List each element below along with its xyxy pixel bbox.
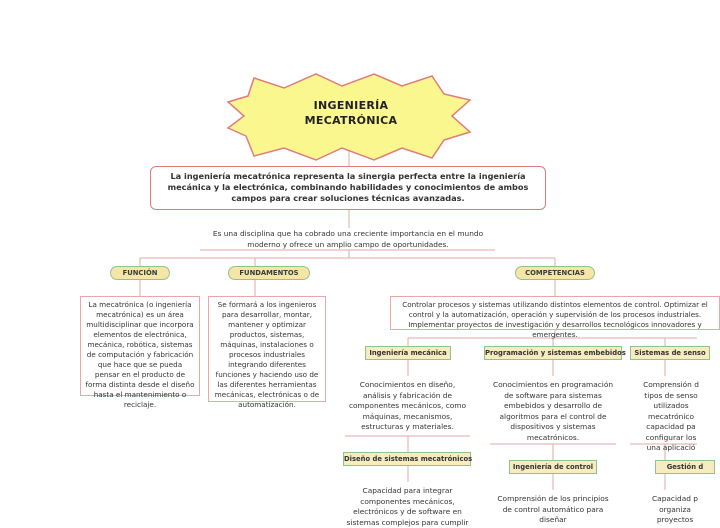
item-ingenieria-mecanica[interactable]: Ingeniería mecánica xyxy=(365,346,451,360)
item-sistemas-sensores[interactable]: Sistemas de senso xyxy=(630,346,710,360)
programacion-text[interactable]: Conocimientos en programación de software para sistemas embebidos y desarrollo de algoritmos para el control de dispositivos y sistemas mecatrónicos. xyxy=(492,380,614,442)
mecanica-text[interactable]: Conocimientos en diseño, análisis y fabricación de componentes mecánicos, como máquinas, mecanismos, estructuras y materiales. xyxy=(348,380,467,431)
item-programacion-sistemas-embebidos[interactable]: Programación y sistemas embebidos xyxy=(484,346,622,360)
item-gestion[interactable]: Gestión d xyxy=(655,460,715,474)
sensores-text[interactable]: Comprensión d tipos de senso utilizados mecatrónico capacidad pa configurar los una aplicació xyxy=(643,380,699,452)
item-ingenieria-control[interactable]: Ingeniería de control xyxy=(509,460,597,474)
title-line-2: MECATRÓNICA xyxy=(304,114,398,127)
control-text[interactable]: Comprensión de los principios de control automático para diseñar xyxy=(497,494,609,524)
fundamentos-text[interactable]: Se formará a los ingenieros para desarrollar, montar, mantener y optimizar productos, sistemas, máquinas, instalaciones o procesos industriales integrando diferentes funciones y haciendo uso de las diferentes herramientas mecánicas, electrónicas o de automatización. xyxy=(208,296,326,402)
branch-competencias[interactable]: COMPETENCIAS xyxy=(515,266,595,280)
context-note[interactable]: Es una disciplina que ha cobrado una creciente importancia en el mundo moderno y ofrece un amplio campo de oportunidades. xyxy=(212,229,484,249)
funcion-text[interactable]: La mecatrónica (o ingeniería mecatrónica) es un área multidisciplinar que incorpora elementos de electrónica, mecánica, robótica, sistemas de computación y fabricación que hace que se pueda pensar en el producto de forma distinta desde el diseño hasta el mantenimiento o reciclaje. xyxy=(80,296,200,396)
description-node[interactable]: La ingeniería mecatrónica representa la sinergia perfecta entre la ingeniería mecánica y la electrónica, combinando habilidades y conocimientos de ambos campos para crear soluciones técnicas avanzadas. xyxy=(150,166,546,210)
branch-funcion[interactable]: FUNCIÓN xyxy=(110,266,170,280)
diseno-text[interactable]: Capacidad para integrar componentes mecánicos, electrónicos y de software en sistemas complejos para cumplir xyxy=(346,486,469,527)
branch-fundamentos[interactable]: FUNDAMENTOS xyxy=(228,266,310,280)
item-diseno-sistemas-mecatronicos[interactable]: Diseño de sistemas mecatrónicos xyxy=(343,452,471,466)
central-topic-title[interactable] xyxy=(268,98,434,128)
title-line-1: INGENIERÍA xyxy=(313,99,389,112)
competencias-text[interactable]: Controlar procesos y sistemas utilizando distintos elementos de control. Optimizar el control y la automatización, operación y supervisión de los procesos industriales. Implementar proyectos de investigación y desarrollos tecnológicos innovadores y emergentes. xyxy=(390,296,720,330)
gestion-text[interactable]: Capacidad p organiza proyectos xyxy=(652,494,698,524)
